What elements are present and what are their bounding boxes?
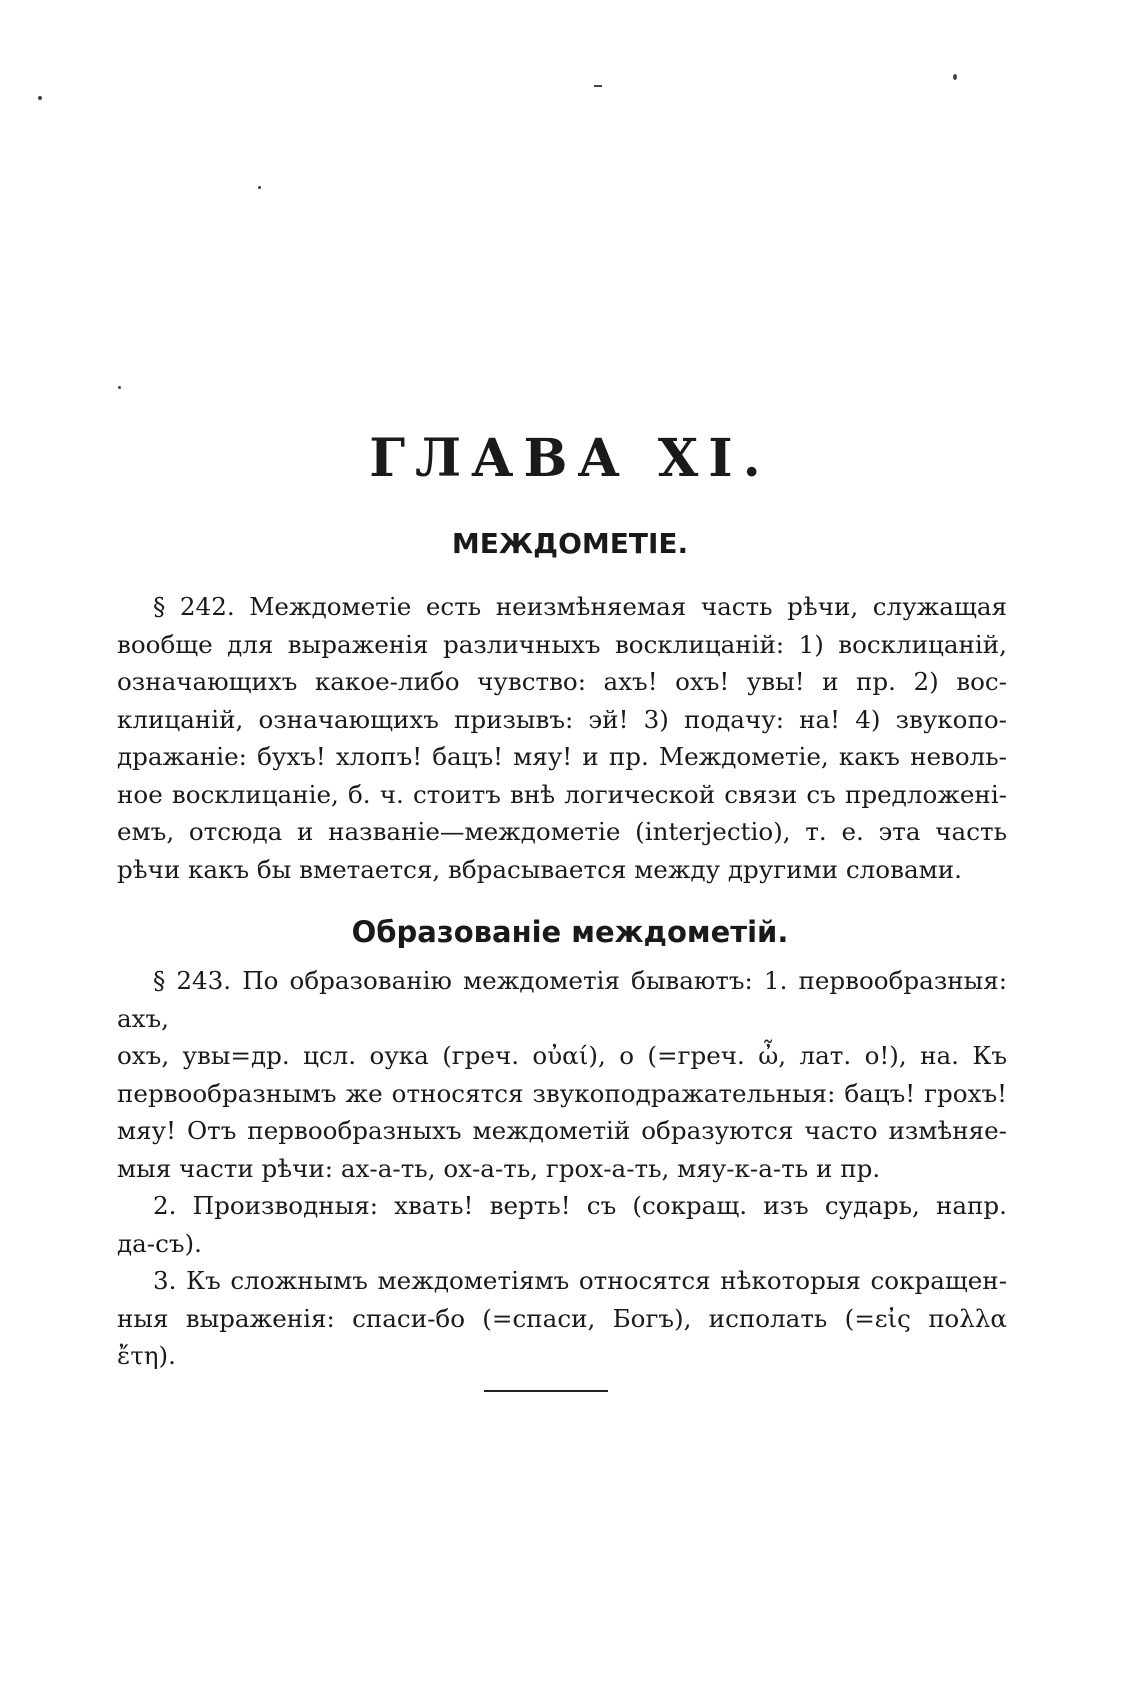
end-rule xyxy=(484,1390,608,1392)
scan-speck xyxy=(38,96,42,100)
text-line: да-съ). xyxy=(117,1228,202,1258)
text-line: ἔτη). xyxy=(117,1341,176,1370)
text-line: рѣчи какъ бы вметается, вбрасывается между другими словами. xyxy=(117,854,962,884)
section-243 xyxy=(117,962,1007,1375)
text-line: охъ, увы=др. цсл. оука (греч. οὐαί), о (=греч. ὦ, лат. о!), на. Къ xyxy=(117,1041,1007,1070)
text-line: мыя части рѣчи: ах-а-ть, ох-а-ть, грох-а-ть, мяу-к-а-ть и пр. xyxy=(117,1153,881,1183)
text-line: 3. Къ сложнымъ междометіямъ относятся нѣкоторыя сокращен- xyxy=(153,1266,1007,1295)
scan-speck xyxy=(594,85,602,87)
subheading: Образованіе междометій. xyxy=(351,915,789,949)
text-line: § 243. По образованію междометія бываютъ: 1. первообразныя: ахъ, xyxy=(117,966,1007,1033)
text-line: § 242. Междометіе есть неизмѣняемая часть рѣчи, служащая xyxy=(153,592,1007,621)
text-line: первообразнымъ же относятся звукоподражательныя: бацъ! грохъ! xyxy=(117,1078,1007,1108)
text-line: 2. Производныя: хвать! верть! съ (сокращ. изъ сударь, напр. xyxy=(153,1191,1007,1220)
scan-speck xyxy=(258,186,261,189)
scan-speck xyxy=(118,386,121,389)
scan-speck xyxy=(953,74,957,80)
text-line: клицаній, означающихъ призывъ: эй! 3) подачу: на! 4) звукопо- xyxy=(117,704,1007,734)
text-line: означающихъ какое-либо чувство: ахъ! охъ! увы! и пр. 2) вос- xyxy=(117,667,1007,696)
chapter-title: ГЛАВА XI. xyxy=(369,428,771,489)
text-line: емъ, отсюда и названіе—междометіе (interjectio), т. е. эта часть xyxy=(117,817,1007,846)
section-242 xyxy=(117,588,1007,888)
text-line: мяу! Отъ первообразныхъ междометій образуются часто измѣняе- xyxy=(117,1116,1007,1145)
text-line: ныя выраженія: спаси-бо (=спаси, Богъ), исполать (=εἰς πολλα xyxy=(117,1303,1007,1333)
text-line: ное восклицаніе, б. ч. стоитъ внѣ логической связи съ предложені- xyxy=(117,779,1007,809)
text-line: вообще для выраженія различныхъ восклицаній: 1) восклицаній, xyxy=(117,629,1007,659)
chapter-heading: МЕЖДОМЕТІЕ. xyxy=(451,527,689,560)
text-line: дражаніе: бухъ! хлопъ! бацъ! мяу! и пр. Междометіе, какъ неволь- xyxy=(117,742,1007,771)
